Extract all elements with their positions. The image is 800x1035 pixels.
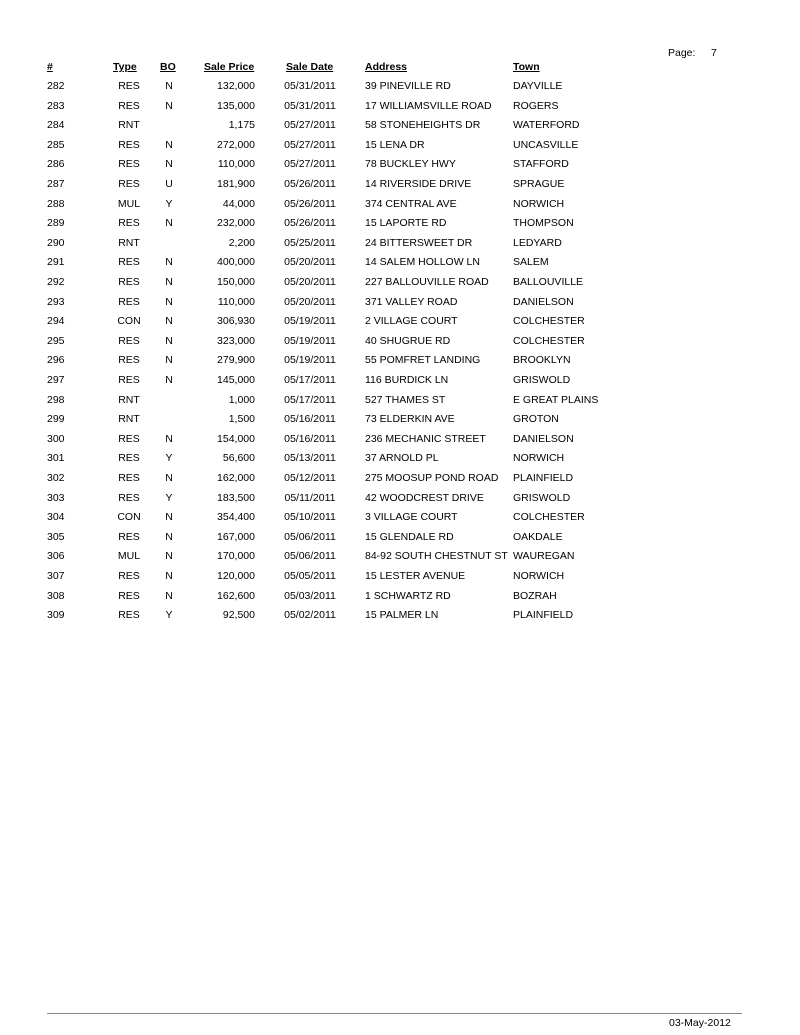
town-cell: WAUREGAN bbox=[513, 550, 575, 563]
town-cell: COLCHESTER bbox=[513, 511, 585, 524]
table-row bbox=[0, 198, 800, 217]
bo-flag-cell: N bbox=[165, 276, 173, 288]
sale-date-cell: 05/20/2011 bbox=[284, 295, 336, 308]
property-type-cell: RES bbox=[118, 80, 140, 92]
row-number-cell: 298 bbox=[47, 393, 65, 406]
bo-flag-cell: N bbox=[165, 315, 173, 328]
sale-date-cell: 05/06/2011 bbox=[284, 550, 336, 563]
bo-flag-cell: N bbox=[165, 374, 173, 386]
sale-price-cell: 167,000 bbox=[217, 530, 255, 543]
town-cell: STAFFORD bbox=[513, 158, 569, 171]
town-cell: THOMPSON bbox=[513, 217, 574, 230]
row-number-cell: 306 bbox=[47, 550, 65, 563]
property-type-cell: CON bbox=[117, 315, 141, 328]
bo-flag-cell: N bbox=[165, 256, 173, 269]
sale-price-cell: 145,000 bbox=[217, 374, 255, 386]
town-cell: PLAINFIELD bbox=[513, 609, 574, 622]
property-type-cell: RES bbox=[118, 295, 140, 308]
sale-price-cell: 162,000 bbox=[217, 472, 255, 484]
sale-date-cell: 05/20/2011 bbox=[284, 276, 336, 288]
sale-price-cell: 181,900 bbox=[217, 178, 255, 190]
address-cell: 73 ELDERKIN AVE bbox=[365, 413, 455, 426]
town-cell: OAKDALE bbox=[513, 530, 563, 543]
row-number-cell: 305 bbox=[47, 530, 65, 543]
town-cell: BALLOUVILLE bbox=[513, 276, 584, 288]
row-number-cell: 303 bbox=[47, 491, 65, 504]
property-type-cell: RES bbox=[118, 452, 140, 465]
town-cell: GRISWOLD bbox=[513, 374, 571, 386]
bo-flag-cell: N bbox=[165, 334, 173, 347]
address-cell: 37 ARNOLD PL bbox=[365, 452, 439, 465]
bo-flag-cell: Y bbox=[165, 452, 173, 465]
row-number-cell: 308 bbox=[47, 589, 65, 602]
bo-flag-cell: Y bbox=[165, 491, 173, 504]
bo-flag-cell: N bbox=[165, 550, 173, 563]
row-number-cell: 291 bbox=[47, 256, 65, 269]
sale-date-cell: 05/20/2011 bbox=[284, 256, 336, 269]
table-row bbox=[0, 609, 800, 628]
row-number-cell: 287 bbox=[47, 178, 65, 190]
row-number-cell: 289 bbox=[47, 217, 65, 230]
address-cell: 40 SHUGRUE RD bbox=[365, 334, 451, 347]
row-number-cell: 293 bbox=[47, 295, 65, 308]
table-row bbox=[0, 452, 800, 471]
address-cell: 15 GLENDALE RD bbox=[365, 530, 454, 543]
property-type-cell: RNT bbox=[118, 413, 140, 426]
town-cell: WATERFORD bbox=[513, 119, 580, 132]
property-type-cell: RES bbox=[118, 491, 140, 504]
address-cell: 1 SCHWARTZ RD bbox=[365, 589, 451, 602]
sale-price-cell: 110,000 bbox=[217, 158, 255, 171]
town-cell: BOZRAH bbox=[513, 589, 557, 602]
sale-date-cell: 05/31/2011 bbox=[284, 80, 336, 92]
town-cell: DANIELSON bbox=[513, 432, 574, 445]
town-cell: SALEM bbox=[513, 256, 549, 269]
sale-date-cell: 05/25/2011 bbox=[284, 236, 336, 249]
row-number-cell: 283 bbox=[47, 99, 65, 112]
table-row bbox=[0, 296, 800, 315]
property-type-cell: RES bbox=[118, 432, 140, 445]
address-cell: 14 SALEM HOLLOW LN bbox=[365, 256, 480, 269]
table-row bbox=[0, 237, 800, 256]
address-cell: 39 PINEVILLE RD bbox=[365, 80, 451, 92]
sale-date-cell: 05/16/2011 bbox=[284, 432, 336, 445]
address-cell: 15 PALMER LN bbox=[365, 609, 439, 622]
sale-price-cell: 44,000 bbox=[222, 197, 255, 210]
table-row bbox=[0, 394, 800, 413]
address-cell: 2 VILLAGE COURT bbox=[365, 315, 458, 328]
sale-price-cell: 272,000 bbox=[217, 138, 255, 151]
address-cell: 527 THAMES ST bbox=[365, 393, 446, 406]
sale-date-cell: 05/27/2011 bbox=[284, 119, 336, 132]
bo-flag-cell: N bbox=[165, 472, 173, 484]
row-number-cell: 296 bbox=[47, 354, 65, 367]
header-address: Address bbox=[365, 61, 408, 73]
row-number-cell: 297 bbox=[47, 374, 65, 386]
row-number-cell: 286 bbox=[47, 158, 65, 171]
sale-date-cell: 05/26/2011 bbox=[284, 178, 336, 190]
property-type-cell: RES bbox=[118, 354, 140, 367]
row-number-cell: 294 bbox=[47, 315, 65, 328]
address-cell: 374 CENTRAL AVE bbox=[365, 197, 457, 210]
property-type-cell: RES bbox=[118, 472, 140, 484]
property-type-cell: RES bbox=[118, 609, 140, 622]
sale-price-cell: 135,000 bbox=[217, 99, 255, 112]
sale-date-cell: 05/11/2011 bbox=[284, 491, 336, 504]
bo-flag-cell: N bbox=[165, 589, 173, 602]
table-row bbox=[0, 335, 800, 354]
table-row bbox=[0, 178, 800, 197]
sale-price-cell: 154,000 bbox=[217, 432, 255, 445]
header-sale-price: Sale Price bbox=[204, 61, 255, 73]
property-type-cell: RES bbox=[118, 589, 140, 602]
address-cell: 275 MOOSUP POND ROAD bbox=[365, 472, 499, 484]
table-row bbox=[0, 315, 800, 334]
table-row bbox=[0, 374, 800, 393]
sale-date-cell: 05/10/2011 bbox=[284, 511, 336, 524]
property-type-cell: RES bbox=[118, 217, 140, 230]
sale-price-cell: 183,500 bbox=[217, 491, 255, 504]
bo-flag-cell: U bbox=[165, 178, 173, 190]
town-cell: GROTON bbox=[513, 413, 559, 426]
bo-flag-cell: N bbox=[165, 217, 173, 230]
bo-flag-cell: N bbox=[165, 99, 173, 112]
sale-price-cell: 110,000 bbox=[217, 295, 255, 308]
table-row bbox=[0, 590, 800, 609]
address-cell: 24 BITTERSWEET DR bbox=[365, 236, 473, 249]
row-number-cell: 302 bbox=[47, 472, 65, 484]
property-type-cell: RES bbox=[118, 138, 140, 151]
sale-date-cell: 05/19/2011 bbox=[284, 354, 336, 367]
table-row bbox=[0, 413, 800, 432]
row-number-cell: 295 bbox=[47, 334, 65, 347]
property-type-cell: MUL bbox=[117, 197, 141, 210]
town-cell: NORWICH bbox=[513, 452, 565, 465]
sale-date-cell: 05/17/2011 bbox=[284, 393, 336, 406]
table-row bbox=[0, 511, 800, 530]
table-row bbox=[0, 472, 800, 491]
address-cell: 84-92 SOUTH CHESTNUT ST bbox=[365, 550, 508, 563]
sale-price-cell: 92,500 bbox=[222, 609, 255, 622]
row-number-cell: 284 bbox=[47, 119, 65, 132]
town-cell: PLAINFIELD bbox=[513, 472, 574, 484]
footer-date: 03-May-2012 bbox=[669, 1017, 731, 1029]
property-type-cell: RNT bbox=[118, 393, 140, 406]
property-type-cell: RNT bbox=[118, 236, 140, 249]
row-number-cell: 299 bbox=[47, 413, 65, 426]
sale-price-cell: 56,600 bbox=[222, 452, 255, 465]
sale-date-cell: 05/06/2011 bbox=[284, 530, 336, 543]
address-cell: 78 BUCKLEY HWY bbox=[365, 158, 456, 171]
table-row bbox=[0, 550, 800, 569]
bo-flag-cell: N bbox=[165, 158, 173, 171]
sale-price-cell: 306,930 bbox=[217, 315, 255, 328]
bo-flag-cell: Y bbox=[165, 609, 173, 622]
sale-date-cell: 05/27/2011 bbox=[284, 138, 336, 151]
address-cell: 15 LAPORTE RD bbox=[365, 217, 447, 230]
sale-price-cell: 1,000 bbox=[228, 393, 255, 406]
sale-price-cell: 132,000 bbox=[217, 80, 255, 92]
address-cell: 42 WOODCREST DRIVE bbox=[365, 491, 484, 504]
property-type-cell: RES bbox=[118, 99, 140, 112]
table-row bbox=[0, 276, 800, 295]
property-type-cell: RES bbox=[118, 530, 140, 543]
property-type-cell: RES bbox=[118, 158, 140, 171]
property-type-cell: RNT bbox=[118, 119, 140, 132]
sale-price-cell: 279,900 bbox=[217, 354, 255, 367]
address-cell: 58 STONEHEIGHTS DR bbox=[365, 119, 481, 132]
sale-price-cell: 2,200 bbox=[228, 236, 255, 249]
address-cell: 15 LESTER AVENUE bbox=[365, 570, 466, 582]
sale-price-cell: 162,600 bbox=[217, 589, 255, 602]
address-cell: 17 WILLIAMSVILLE ROAD bbox=[365, 99, 492, 112]
town-cell: E GREAT PLAINS bbox=[513, 393, 599, 406]
sale-date-cell: 05/27/2011 bbox=[284, 158, 336, 171]
bo-flag-cell: N bbox=[165, 511, 173, 524]
table-row bbox=[0, 354, 800, 373]
address-cell: 55 POMFRET LANDING bbox=[365, 354, 481, 367]
row-number-cell: 300 bbox=[47, 432, 65, 445]
bo-flag-cell: N bbox=[165, 570, 173, 582]
sale-date-cell: 05/17/2011 bbox=[284, 374, 336, 386]
row-number-cell: 304 bbox=[47, 511, 65, 524]
town-cell: COLCHESTER bbox=[513, 334, 585, 347]
bo-flag-cell: N bbox=[165, 138, 173, 151]
table-row bbox=[0, 256, 800, 275]
table-row bbox=[0, 139, 800, 158]
sale-date-cell: 05/12/2011 bbox=[284, 472, 336, 484]
property-type-cell: RES bbox=[118, 374, 140, 386]
address-cell: 15 LENA DR bbox=[365, 138, 425, 151]
table-row bbox=[0, 217, 800, 236]
address-cell: 227 BALLOUVILLE ROAD bbox=[365, 276, 489, 288]
row-number-cell: 288 bbox=[47, 197, 65, 210]
property-type-cell: RES bbox=[118, 276, 140, 288]
town-cell: UNCASVILLE bbox=[513, 138, 579, 151]
sale-date-cell: 05/26/2011 bbox=[284, 197, 336, 210]
table-row bbox=[0, 570, 800, 589]
header-bo: BO bbox=[160, 61, 176, 73]
row-number-cell: 292 bbox=[47, 276, 65, 288]
town-cell: BROOKLYN bbox=[513, 354, 571, 367]
property-type-cell: RES bbox=[118, 334, 140, 347]
address-cell: 3 VILLAGE COURT bbox=[365, 511, 458, 524]
town-cell: ROGERS bbox=[513, 99, 559, 112]
sale-price-cell: 1,175 bbox=[228, 119, 255, 132]
sale-price-cell: 1,500 bbox=[228, 413, 255, 426]
bo-flag-cell: N bbox=[165, 530, 173, 543]
address-cell: 371 VALLEY ROAD bbox=[365, 295, 458, 308]
sale-price-cell: 232,000 bbox=[217, 217, 255, 230]
table-row bbox=[0, 100, 800, 119]
table-row bbox=[0, 158, 800, 177]
sale-price-cell: 354,400 bbox=[217, 511, 255, 524]
row-number-cell: 307 bbox=[47, 570, 65, 582]
bo-flag-cell: N bbox=[165, 354, 173, 367]
header-town: Town bbox=[513, 61, 540, 73]
property-type-cell: RES bbox=[118, 178, 140, 190]
header-type: Type bbox=[113, 61, 137, 73]
property-type-cell: RES bbox=[118, 256, 140, 269]
town-cell: SPRAGUE bbox=[513, 178, 565, 190]
sale-date-cell: 05/31/2011 bbox=[284, 99, 336, 112]
sale-price-cell: 150,000 bbox=[217, 276, 255, 288]
row-number-cell: 285 bbox=[47, 138, 65, 151]
town-cell: GRISWOLD bbox=[513, 491, 571, 504]
sale-date-cell: 05/03/2011 bbox=[284, 589, 336, 602]
property-type-cell: RES bbox=[118, 570, 140, 582]
sale-date-cell: 05/26/2011 bbox=[284, 217, 336, 230]
bo-flag-cell: Y bbox=[165, 197, 173, 210]
bo-flag-cell: N bbox=[165, 80, 173, 92]
sale-date-cell: 05/19/2011 bbox=[284, 315, 336, 328]
table-row bbox=[0, 492, 800, 511]
bo-flag-cell: N bbox=[165, 295, 173, 308]
property-type-cell: CON bbox=[117, 511, 141, 524]
table-row bbox=[0, 531, 800, 550]
page-number: 7 bbox=[711, 47, 717, 59]
bo-flag-cell: N bbox=[165, 432, 173, 445]
table-row bbox=[0, 119, 800, 138]
table-row bbox=[0, 433, 800, 452]
header-sale-date: Sale Date bbox=[286, 61, 334, 73]
row-number-cell: 290 bbox=[47, 236, 65, 249]
sale-date-cell: 05/05/2011 bbox=[284, 570, 336, 582]
footer-divider bbox=[47, 1013, 742, 1014]
table-row bbox=[0, 80, 800, 99]
town-cell: DANIELSON bbox=[513, 295, 574, 308]
sale-date-cell: 05/19/2011 bbox=[284, 334, 336, 347]
town-cell: COLCHESTER bbox=[513, 315, 585, 328]
address-cell: 14 RIVERSIDE DRIVE bbox=[365, 178, 472, 190]
property-type-cell: MUL bbox=[117, 550, 141, 563]
town-cell: LEDYARD bbox=[513, 236, 562, 249]
sale-date-cell: 05/02/2011 bbox=[284, 609, 336, 622]
town-cell: NORWICH bbox=[513, 570, 565, 582]
row-number-cell: 282 bbox=[47, 80, 65, 92]
town-cell: DAYVILLE bbox=[513, 80, 563, 92]
sale-price-cell: 120,000 bbox=[217, 570, 255, 582]
sale-price-cell: 400,000 bbox=[217, 256, 255, 269]
sale-price-cell: 170,000 bbox=[217, 550, 255, 563]
sale-date-cell: 05/13/2011 bbox=[284, 452, 336, 465]
row-number-cell: 309 bbox=[47, 609, 65, 622]
address-cell: 236 MECHANIC STREET bbox=[365, 432, 486, 445]
header-num: # bbox=[47, 61, 53, 73]
row-number-cell: 301 bbox=[47, 452, 65, 465]
sale-date-cell: 05/16/2011 bbox=[284, 413, 336, 426]
address-cell: 116 BURDICK LN bbox=[365, 374, 449, 386]
sale-price-cell: 323,000 bbox=[217, 334, 255, 347]
town-cell: NORWICH bbox=[513, 197, 565, 210]
page-label: Page: bbox=[668, 47, 696, 59]
